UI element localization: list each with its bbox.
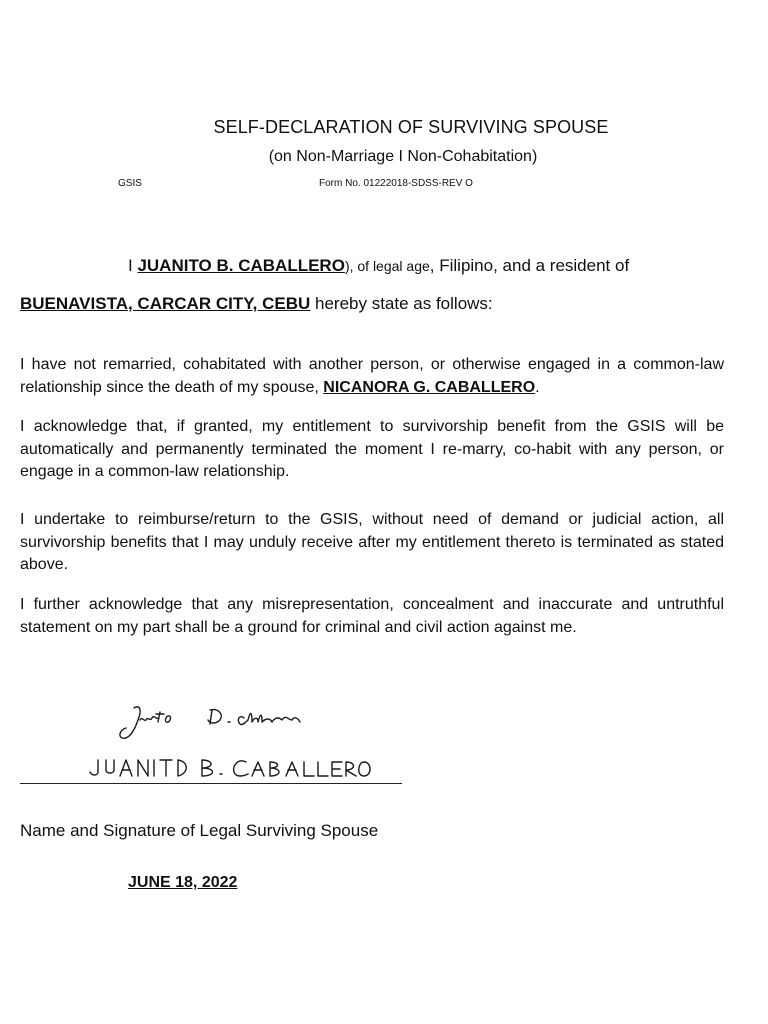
p1-text: I have not remarried, cohabitated with another person, or otherwise engaged in a common-law relationship since the death of my spouse,	[20, 356, 724, 396]
declaration-date: JUNE 18, 2022	[128, 874, 238, 891]
document-subtitle: (on Non-Marriage I Non-Cohabitation)	[268, 148, 538, 165]
p1-end: .	[535, 378, 540, 396]
agency-label: GSIS	[118, 178, 142, 189]
signature-caption: Name and Signature of Legal Surviving Spouse	[20, 821, 379, 840]
intro-line-2	[20, 293, 724, 316]
paragraph-non-remarriage	[20, 354, 724, 399]
intro-after-name: ), of legal age	[344, 258, 430, 274]
document-title: SELF-DECLARATION OF SURVIVING SPOUSE	[213, 117, 609, 137]
deceased-spouse-name: NICANORA G. CABALLERO	[323, 378, 536, 396]
paragraph-acknowledgement: I acknowledge that, if granted, my entitlement to survivorship benefit from the GSIS will be automatically and permanently terminated the moment I re-marry, co-habit with any person, or engage in a common-law relationship.	[20, 418, 724, 480]
signature-line	[20, 783, 402, 784]
intro-prefix: I	[128, 256, 138, 275]
form-number: Form No. 01222018-SDSS-REV O	[319, 178, 473, 189]
intro-rest: , Filipino, and a resident of	[429, 256, 630, 275]
intro-line-1	[128, 255, 768, 278]
resident-address: BUENAVISTA, CARCAR CITY, CEBU	[20, 294, 311, 313]
paragraph-reimbursement: I undertake to reimburse/return to the GSIS, without need of demand or judicial action, all survivorship benefits that I may unduly receive after my entitlement thereto is terminated as stated above.	[20, 511, 724, 573]
paragraph-misrepresentation: I further acknowledge that any misrepresentation, concealment and inaccurate and untruthful statement on my part shall be a ground for criminal and civil action against me.	[20, 596, 724, 636]
intro-address-suffix: hereby state as follows:	[310, 294, 493, 313]
signature-drawing	[82, 690, 402, 790]
declarant-name: JUANITO B. CABALLERO	[137, 256, 345, 275]
handwritten-signature-block	[82, 690, 402, 790]
